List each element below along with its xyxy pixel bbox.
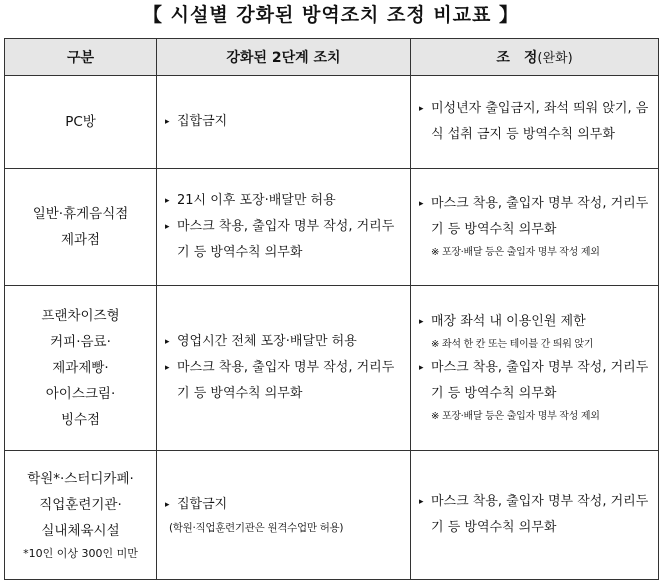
table-row bbox=[5, 286, 659, 451]
category-line: 제과점 bbox=[60, 232, 101, 248]
adjusted-cell bbox=[411, 286, 659, 451]
header-strengthened: 강화된 2단계 조치 bbox=[157, 39, 411, 76]
bullet-triangle-icon: ▸ bbox=[419, 104, 424, 114]
strengthened-item-text: 영업시간 전체 포장·배달만 허용 bbox=[177, 334, 357, 349]
category-line: 프랜차이즈형 bbox=[41, 308, 120, 324]
adjusted-cell bbox=[411, 451, 659, 580]
table-header-row bbox=[5, 39, 659, 76]
table-row bbox=[5, 169, 659, 286]
category-line: 일반·휴게음식점 bbox=[32, 206, 129, 222]
bullet-triangle-icon: ▸ bbox=[165, 196, 170, 206]
bullet-triangle-icon: ▸ bbox=[165, 222, 170, 232]
category-line: 실내체육시설 bbox=[41, 523, 120, 539]
category-cell bbox=[5, 169, 157, 286]
comparison-table bbox=[4, 38, 659, 580]
strengthened-cell bbox=[157, 451, 411, 580]
bullet-triangle-icon: ▸ bbox=[419, 199, 424, 209]
bullet-triangle-icon: ▸ bbox=[419, 497, 424, 507]
bullet-triangle-icon: ▸ bbox=[419, 317, 424, 327]
adjusted-item bbox=[419, 489, 652, 541]
strengthened-cell bbox=[157, 76, 411, 169]
adjusted-note: ※ 포장·배달 등은 출입자 명부 작성 제외 bbox=[431, 247, 600, 258]
adjusted-item-text: 마스크 착용, 출입자 명부 작성, 거리두기 등 방역수칙 의무화 bbox=[431, 196, 649, 237]
bullet-triangle-icon: ▸ bbox=[165, 500, 170, 510]
bullet-triangle-icon: ▸ bbox=[165, 337, 170, 347]
adjusted-note: ※ 좌석 한 칸 또는 테이블 간 띄워 앉기 bbox=[431, 339, 594, 350]
category-line: PC방 bbox=[65, 114, 96, 130]
table-row bbox=[5, 76, 659, 169]
bullet-triangle-icon: ▸ bbox=[165, 117, 170, 127]
strengthened-item bbox=[165, 188, 404, 214]
adjusted-item bbox=[419, 96, 652, 148]
adjusted-item-text: 마스크 착용, 출입자 명부 작성, 거리두기 등 방역수칙 의무화 bbox=[431, 494, 649, 535]
adjusted-item bbox=[419, 309, 652, 335]
header-adjusted bbox=[411, 39, 659, 76]
strengthened-item-text: 21시 이후 포장·배달만 허용 bbox=[177, 193, 336, 208]
bullet-triangle-icon: ▸ bbox=[165, 363, 170, 373]
adjusted-cell bbox=[411, 169, 659, 286]
category-cell bbox=[5, 76, 157, 169]
strengthened-item bbox=[165, 492, 404, 518]
adjusted-item bbox=[419, 191, 652, 243]
category-cell bbox=[5, 451, 157, 580]
table-row bbox=[5, 451, 659, 580]
strengthened-item bbox=[165, 355, 404, 407]
page-title: 【 시설별 강화된 방역조치 조정 비교표 】 bbox=[143, 4, 519, 26]
adjusted-note: ※ 포장·배달 등은 출입자 명부 작성 제외 bbox=[431, 411, 600, 422]
category-line: 직업훈련기관· bbox=[39, 497, 122, 513]
category-cell bbox=[5, 286, 157, 451]
strengthened-item-text: 집합금지 bbox=[177, 114, 228, 129]
category-line: 학원*·스터디카페· bbox=[27, 471, 134, 487]
strengthened-item bbox=[165, 214, 404, 266]
adjusted-item-text: 매장 좌석 내 이용인원 제한 bbox=[431, 314, 586, 329]
adjusted-item-text: 미성년자 출입금지, 좌석 띄워 앉기, 음식 섭취 금지 등 방역수칙 의무화 bbox=[431, 101, 649, 142]
strengthened-item bbox=[165, 329, 404, 355]
strengthened-cell bbox=[157, 286, 411, 451]
header-category: 구분 bbox=[5, 39, 157, 76]
category-line: 아이스크림· bbox=[45, 386, 116, 402]
strengthened-item bbox=[165, 109, 404, 135]
category-note: *10인 이상 300인 미만 bbox=[23, 547, 138, 560]
strengthened-cell bbox=[157, 169, 411, 286]
strengthened-item-text: 집합금지 bbox=[177, 497, 228, 512]
strengthened-subnote: (학원·직업훈련기관은 원격수업만 허용) bbox=[169, 522, 344, 534]
adjusted-item-text: 마스크 착용, 출입자 명부 작성, 거리두기 등 방역수칙 의무화 bbox=[431, 360, 649, 401]
category-line: 커피·음료· bbox=[50, 334, 111, 350]
adjusted-item bbox=[419, 355, 652, 407]
category-line: 빙수점 bbox=[60, 412, 101, 428]
category-line: 제과제빵· bbox=[52, 360, 109, 376]
header-adjusted-sub: (완화) bbox=[537, 51, 573, 66]
header-adjusted-label: 조 정 bbox=[496, 50, 538, 66]
adjusted-cell bbox=[411, 76, 659, 169]
strengthened-item-text: 마스크 착용, 출입자 명부 작성, 거리두기 등 방역수칙 의무화 bbox=[177, 219, 395, 260]
bullet-triangle-icon: ▸ bbox=[419, 363, 424, 373]
strengthened-item-text: 마스크 착용, 출입자 명부 작성, 거리두기 등 방역수칙 의무화 bbox=[177, 360, 395, 401]
